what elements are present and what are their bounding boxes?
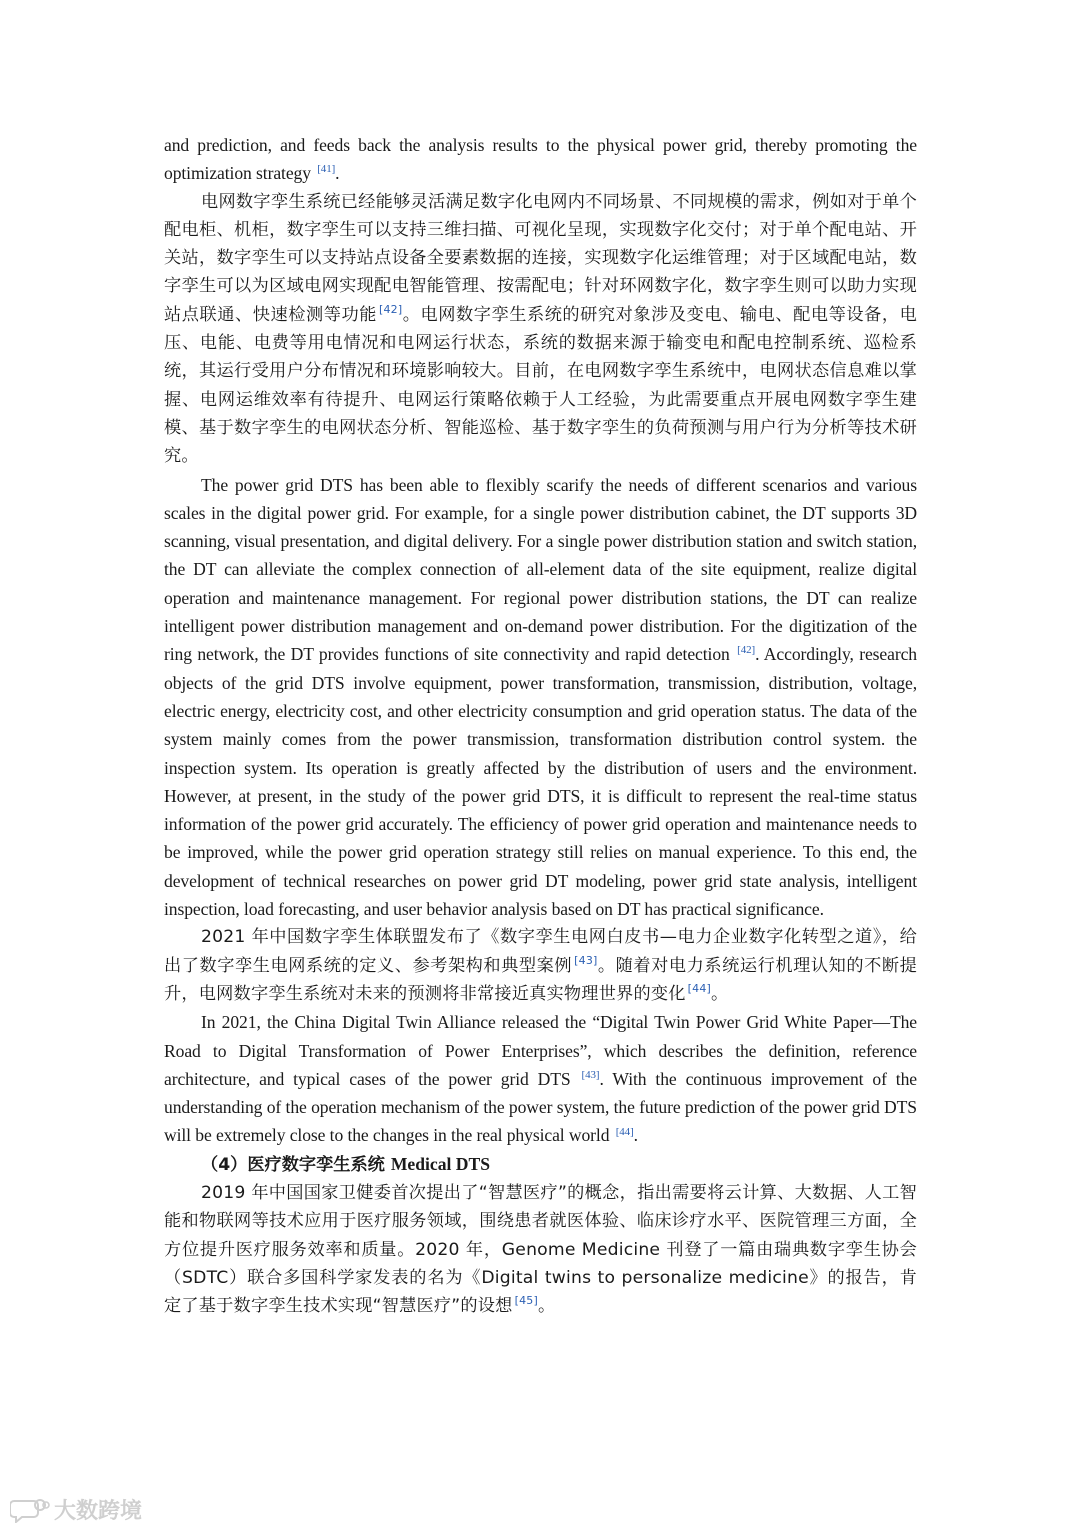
paragraph-2-zh [164, 188, 917, 471]
paragraph-text: The power grid DTS has been able to flexibly scarify the needs of different scenarios and various scales in the digital power grid. For example, for a single power distribution cabinet, the DT supports 3D scanning, visual presentation, and digital delivery. For a single power distribution station and switch station, the DT can alleviate the complex connection of all-element data of the site equipment, realize digital operation and maintenance management. For regional power distribution stations, the DT can realize intelligent power distribution management and on-demand power distribution. For the digitization of the ring network, the DT provides functions of site connectivity and rapid detection [164, 474, 917, 665]
citation-43[interactable]: [43] [581, 1068, 600, 1081]
citation-41[interactable]: [41] [317, 163, 336, 176]
paragraph-tail: 。 [537, 1296, 556, 1317]
section-heading-zh: （4）医疗数字孪生系统 [201, 1154, 385, 1175]
paragraph-tail: . [335, 163, 340, 184]
paragraph-5-en [164, 1008, 917, 1149]
paragraph-6-zh [164, 1179, 917, 1320]
paragraph-text: In 2021, the China Digital Twin Alliance released the “Digital Twin Power Grid White Paper—The Road to Digital Transformation of Power Enterprises”, which describes the definition, reference architecture, and typical cases of the power grid DTS [164, 1012, 917, 1089]
chat-bubble-icon [10, 1497, 50, 1523]
citation-45[interactable]: [45] [514, 1294, 538, 1308]
paragraph-text: 电网数字孪生系统已经能够灵活满足数字化电网内不同场景、不同规模的需求，例如对于单个配电柜、机柜，数字孪生可以支持三维扫描、可视化呈现，实现数字化交付；对于单个配电站、开关站，数字孪生可以支持站点设备全要素数据的连接，实现数字化运维管理；对于区域配电站，数字孪生可以为区域电网实现配电智能管理、按需配电；针对环网数字化，数字孪生则可以助力实现站点联通、快速检测等功能 [164, 191, 917, 325]
paragraph-tail: 。电网数字孪生系统的研究对象涉及变电、输电、配电等设备，电压、电能、电费等用电情况和电网运行状态，系统的数据来源于输变电和配电控制系统、巡检系统，其运行受用户分布情况和环境影响较大。目前，在电网数字孪生系统中，电网状态信息难以掌握、电网运维效率有待提升、电网运行策略依赖于人工经验，为此需要重点开展电网数字孪生建模、基于数字孪生的电网状态分析、智能巡检、基于数字孪生的负荷预测与用户行为分析等技术研究。 [164, 304, 917, 467]
paragraph-tail: . [633, 1125, 638, 1146]
paragraph-tail: 。随着对电力系统运行机理认知的不断提升，电网数字孪生系统对未来的预测将非常接近真实物理世界的变化 [164, 955, 917, 1004]
paragraph-text: and prediction, and feeds back the analysis results to the physical power grid, thereby promoting the optimization strategy [164, 135, 917, 184]
watermark [10, 1494, 142, 1525]
section-heading-en: Medical DTS [390, 1153, 491, 1174]
paragraph-3-en [164, 471, 917, 924]
paragraph-1-en [164, 131, 917, 188]
paragraph-text: 2019 年中国国家卫健委首次提出了“智慧医疗”的概念，指出需要将云计算、大数据、人工智能和物联网等技术应用于医疗服务领域，围绕患者就医体验、临床诊疗水平、医院管理三方面，全方位提升医疗服务效率和质量。2020 年，Genome Medicine 刊登了一篇由瑞典数字孪生协会（SDTC）联合多国科学家发表的名为《Digital twins to personalize medicine》的报告，肯定了基于数字孪生技术实现“智慧医疗”的设想 [164, 1182, 917, 1317]
citation-42[interactable]: [42] [737, 644, 756, 657]
paragraph-tail: . With the continuous improvement of the understanding of the operation mechanism of the power system, the future prediction of the power grid DTS will be extremely close to the changes in the real physical world [164, 1068, 917, 1146]
paragraph-tail: . Accordingly, research objects of the grid DTS involve equipment, power transformation, transmission, distribution, voltage, electric energy, electricity cost, and other electricity consumption and grid operation status. The data of the system mainly comes from the power transmission, transformation distribution control system. the inspection system. Its operation is greatly affected by the distribution of users and the environment. However, at present, in the study of the power grid DTS, it is difficult to represent the real-time status information of the power grid accurately. The efficiency of power grid operation and maintenance needs to be improved, while the power grid operation strategy still relies on manual experience. To this end, the development of technical researches on power grid DT modeling, power grid state analysis, intelligent inspection, load forecasting, and user behavior analysis based on DT has practical significance. [164, 644, 917, 920]
citation-44[interactable]: [44] [615, 1125, 634, 1138]
paragraph-4-zh [164, 923, 917, 1008]
watermark-text: 大数跨境 [54, 1499, 143, 1524]
paragraph-text: 2021 年中国数字孪生体联盟发布了《数字孪生电网白皮书—电力企业数字化转型之道》，给出了数字孪生电网系统的定义、参考架构和典型案例 [164, 927, 917, 976]
citation-42[interactable]: [42] [378, 303, 403, 317]
document-body [164, 131, 917, 1320]
section-heading [164, 1150, 917, 1179]
paragraph-tail: 。 [711, 983, 729, 1004]
citation-44[interactable]: [44] [687, 982, 712, 996]
citation-43[interactable]: [43] [574, 953, 598, 967]
